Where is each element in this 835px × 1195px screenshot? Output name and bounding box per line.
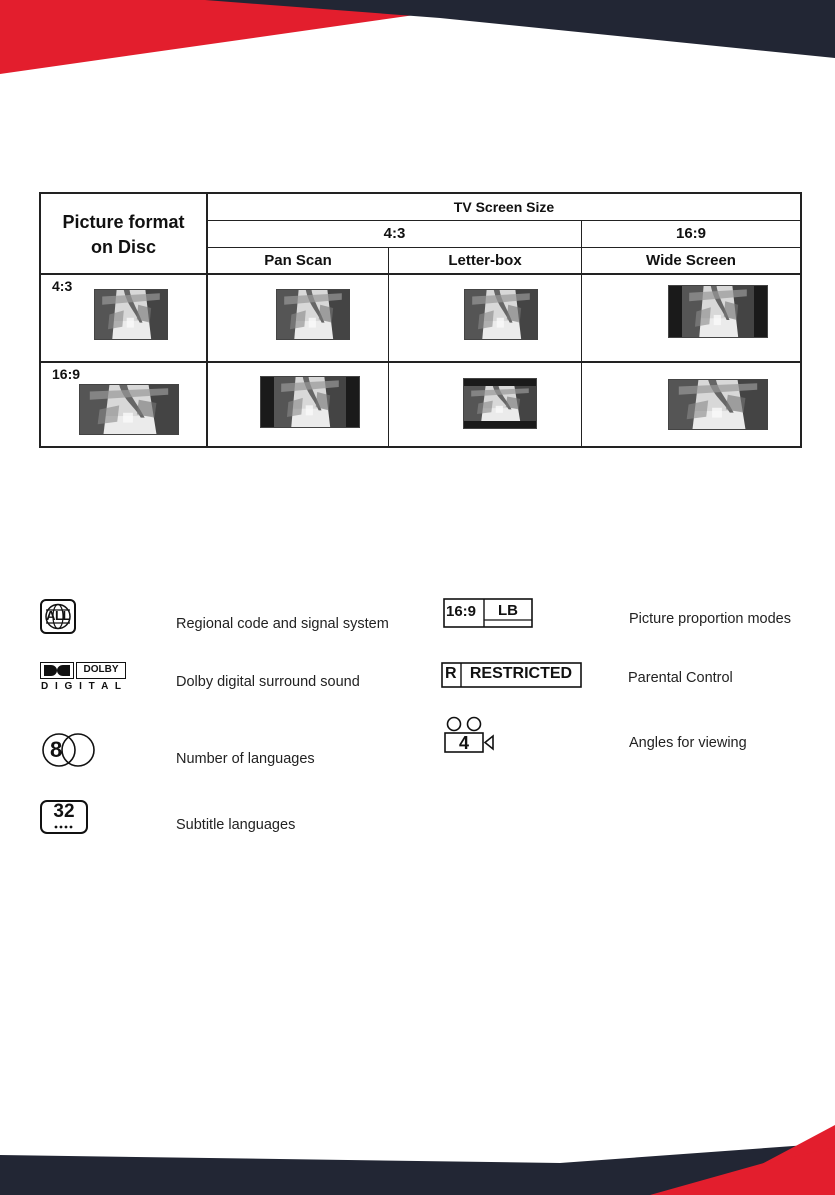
parental-control-label: Parental Control: [628, 670, 733, 686]
all-region-icon: [40, 599, 76, 634]
disc-4-3-image: [94, 289, 168, 340]
header-wide-screen: Wide Screen: [646, 252, 736, 269]
letter-box-16-9-image: [463, 378, 537, 429]
dolby-icon-text: DOLBY: [76, 662, 126, 679]
header-letter-box: Letter-box: [448, 252, 522, 269]
ratio-icon-16-9: 16:9: [446, 603, 477, 620]
bottom-banner: [0, 1125, 835, 1195]
row-label-16-9: 16:9: [52, 366, 81, 382]
subtitles-icon-number: 32: [53, 801, 75, 822]
top-banner: [0, 0, 835, 80]
header-tv-screen-size: TV Screen Size: [453, 199, 555, 215]
camera-angles-icon: [443, 716, 495, 754]
regional-code-label: Regional code and signal system: [176, 616, 389, 632]
dolby-digital-icon: [40, 662, 128, 692]
languages-label: Number of languages: [176, 751, 315, 767]
all-icon-text: ALL: [46, 608, 70, 623]
subtitles-icon: [40, 800, 88, 834]
disc-16-9-image: [79, 384, 179, 435]
restricted-icon-text: RESTRICTED: [469, 665, 573, 682]
camera-angles-icon-number: 4: [458, 733, 469, 753]
row-label-4-3: 4:3: [52, 278, 73, 294]
angles-label: Angles for viewing: [629, 735, 747, 751]
subtitles-label: Subtitle languages: [176, 817, 296, 833]
header-pan-scan: Pan Scan: [264, 252, 332, 269]
header-group-4-3: 4:3: [383, 225, 406, 242]
languages-icon-number: 8: [50, 737, 63, 762]
languages-icon: [40, 732, 98, 768]
wide-screen-16-9-image: [668, 379, 768, 430]
digital-icon-text: D I G I T A L: [41, 681, 123, 692]
aspect-ratio-icon: [443, 598, 533, 628]
letter-box-4-3-image: [464, 289, 538, 340]
proportion-label: Picture proportion modes: [629, 611, 791, 627]
restricted-icon-r: R: [445, 665, 457, 682]
ratio-icon-lb: LB: [498, 602, 518, 619]
restricted-icon: [441, 662, 582, 688]
pan-scan-4-3-image: [276, 289, 350, 340]
picture-format-table: [39, 192, 802, 448]
header-group-16-9: 16:9: [675, 225, 707, 242]
dolby-label: Dolby digital surround sound: [176, 674, 360, 690]
pan-scan-16-9-image: [260, 376, 360, 428]
header-picture-format: Picture format on Disc: [62, 212, 185, 257]
wide-screen-4-3-image: [668, 285, 768, 338]
